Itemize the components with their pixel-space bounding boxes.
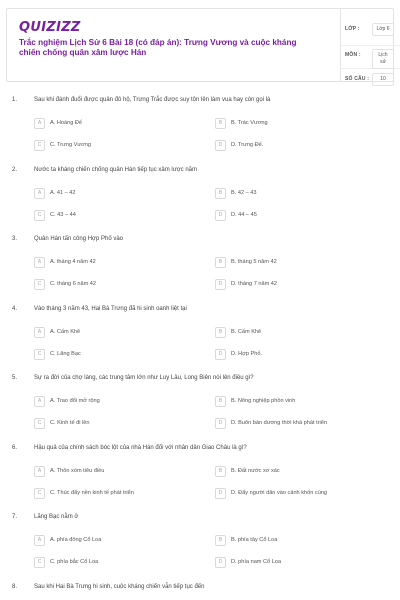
- question-text: Sau khi đánh đuổi được quân đô hộ, Trưng Trắc được suy tôn lên làm vua hay còn gọi là: [34, 97, 271, 103]
- answer-option-c[interactable]: [34, 210, 182, 222]
- option-text: B. 42 – 43: [231, 189, 257, 196]
- option-letter-box: B: [215, 188, 226, 199]
- option-letter-box: A: [34, 466, 45, 477]
- option-letter-box: C: [34, 210, 45, 221]
- option-letter-box: C: [34, 279, 45, 290]
- option-letter-box: B: [215, 535, 226, 546]
- meta-subject-value: Lịch sử: [372, 49, 394, 69]
- option-text: A. Trao đổi mở rộng: [50, 398, 100, 404]
- answer-option-b[interactable]: [215, 188, 363, 200]
- option-letter-box: B: [215, 257, 226, 268]
- option-letter-box: B: [215, 118, 226, 129]
- worksheet-header: [6, 8, 394, 82]
- question-number: 5.: [12, 375, 18, 381]
- option-letter-box: A: [34, 188, 45, 199]
- option-text: B. Đất nước xơ xác: [231, 467, 280, 474]
- option-letter-box: C: [34, 418, 45, 429]
- option-text: C. 43 – 44: [50, 211, 76, 218]
- meta-count-value: 10: [372, 73, 394, 86]
- option-text: D. 44 – 45: [231, 211, 257, 218]
- option-text: A. tháng 4 năm 42: [50, 259, 96, 265]
- option-text: A. phía đông Cổ Loa: [50, 537, 102, 543]
- option-text: C. Trưng Vương: [50, 142, 92, 148]
- option-letter-box: A: [34, 327, 45, 338]
- option-text: D. Hợp Phố.: [231, 350, 263, 357]
- answer-option-a[interactable]: [34, 466, 182, 478]
- question-text: Hậu quả của chính sách bóc lột của nhà Hán đối với nhân dân Giao Châu là gì?: [34, 444, 247, 451]
- answer-option-b[interactable]: [215, 466, 363, 478]
- answer-option-c[interactable]: [34, 488, 182, 500]
- question-text: Quân Hán tấn công Hợp Phố vào: [34, 236, 123, 242]
- answer-option-b[interactable]: [215, 257, 363, 269]
- question-number: 4.: [12, 305, 18, 312]
- answer-option-a[interactable]: [34, 118, 182, 130]
- option-text: D. Buôn bán dương thời khá phát triển: [231, 420, 327, 426]
- answer-option-c[interactable]: [34, 418, 182, 430]
- answer-option-c[interactable]: [34, 140, 182, 152]
- option-text: A. Thôn xóm tiêu điều: [50, 467, 105, 474]
- option-letter-box: A: [34, 396, 45, 407]
- answer-option-a[interactable]: [34, 535, 182, 547]
- option-letter-box: D: [215, 418, 226, 429]
- option-text: A. 41 – 42: [50, 189, 76, 196]
- answer-option-a[interactable]: [34, 188, 182, 200]
- option-letter-box: D: [215, 210, 226, 221]
- option-text: B. Trác Vương: [231, 120, 268, 126]
- option-letter-box: C: [34, 488, 45, 499]
- question-number: 2.: [12, 166, 18, 173]
- answer-option-a[interactable]: [34, 396, 182, 408]
- worksheet-title: Trắc nghiệm Lịch Sử 6 Bài 18 (có đáp án): Trưng Vương và cuộc kháng chiến chống quân xâm lược Hán: [19, 38, 297, 57]
- answer-option-c[interactable]: [34, 349, 182, 361]
- question-number: 1.: [12, 97, 18, 103]
- option-letter-box: C: [34, 557, 45, 568]
- option-text: C. Thúc đẩy nền kinh tế phát triển: [50, 489, 134, 496]
- meta-grade-value: Lớp 6: [372, 23, 394, 36]
- option-letter-box: C: [34, 349, 45, 360]
- option-text: C. Lãng Bạc: [50, 350, 81, 357]
- answer-option-c[interactable]: [34, 279, 182, 291]
- question-text: Nước ta kháng chiến chống quân Hán tiếp tục xâm lược năm: [34, 166, 197, 173]
- question-number: 8.: [12, 583, 18, 590]
- option-text: B. phía tây Cổ Loa: [231, 537, 278, 543]
- answer-option-d[interactable]: [215, 488, 363, 500]
- option-text: D. Đẩy người dân vào cảnh khốn cùng: [231, 489, 328, 496]
- answer-option-a[interactable]: [34, 257, 182, 269]
- answer-option-b[interactable]: [215, 535, 363, 547]
- option-letter-box: B: [215, 466, 226, 477]
- answer-option-c[interactable]: [34, 557, 182, 569]
- option-letter-box: D: [215, 279, 226, 290]
- meta-separator: [341, 45, 400, 46]
- option-text: D. tháng 7 năm 42: [231, 281, 278, 287]
- answer-option-d[interactable]: [215, 279, 363, 291]
- answer-option-d[interactable]: [215, 140, 363, 152]
- answer-option-b[interactable]: [215, 118, 363, 130]
- option-letter-box: D: [215, 557, 226, 568]
- option-letter-box: D: [215, 349, 226, 360]
- answer-option-d[interactable]: [215, 349, 363, 361]
- option-text: D. phía nam Cổ Loa: [231, 559, 282, 565]
- answer-option-d[interactable]: [215, 557, 363, 569]
- option-letter-box: A: [34, 118, 45, 129]
- option-letter-box: B: [215, 396, 226, 407]
- meta-count-label: SỐ CÂU :: [345, 76, 370, 82]
- question-text: Vào tháng 3 năm 43, Hai Bà Trưng đã hi sinh oanh liệt tại: [34, 305, 187, 312]
- answer-option-d[interactable]: [215, 418, 363, 430]
- option-letter-box: A: [34, 257, 45, 268]
- option-text: C. Kinh tế đi lên: [50, 420, 90, 426]
- option-letter-box: D: [215, 488, 226, 499]
- question-text: Sau khi Hai Bà Trưng hi sinh, cuộc kháng chiến vẫn tiếp tục đến: [34, 583, 205, 590]
- option-text: C. phía bắc Cổ Loa: [50, 559, 99, 565]
- option-text: A. Hoàng Đế: [50, 120, 83, 126]
- option-letter-box: B: [215, 327, 226, 338]
- meta-subject-label: MÔN :: [345, 52, 361, 58]
- option-letter-box: C: [34, 140, 45, 151]
- answer-option-d[interactable]: [215, 210, 363, 222]
- option-text: C. tháng 6 năm 42: [50, 281, 97, 287]
- option-text: D. Trưng Đế.: [231, 142, 264, 148]
- option-letter-box: A: [34, 535, 45, 546]
- answer-option-b[interactable]: [215, 327, 363, 339]
- question-number: 7.: [12, 514, 18, 520]
- quizizz-logo: QUIZIZZ: [19, 20, 81, 35]
- option-text: B. tháng 5 năm 42: [231, 259, 277, 265]
- option-text: A. Cấm Khê: [50, 328, 81, 335]
- option-text: B. Nông nghiệp phồn vinh: [231, 398, 296, 404]
- question-number: 3.: [12, 236, 18, 242]
- question-text: Sự ra đời của chợ làng, các trung tâm lớn như Luy Lâu, Long Biên nói lên điều gì?: [34, 375, 254, 381]
- option-text: B. Cấm Khê: [231, 328, 262, 335]
- option-letter-box: D: [215, 140, 226, 151]
- answer-option-a[interactable]: [34, 327, 182, 339]
- meta-grade-label: LỚP :: [345, 26, 360, 32]
- question-number: 6.: [12, 444, 18, 451]
- question-text: Lãng Bạc nằm ở: [34, 514, 79, 520]
- answer-option-b[interactable]: [215, 396, 363, 408]
